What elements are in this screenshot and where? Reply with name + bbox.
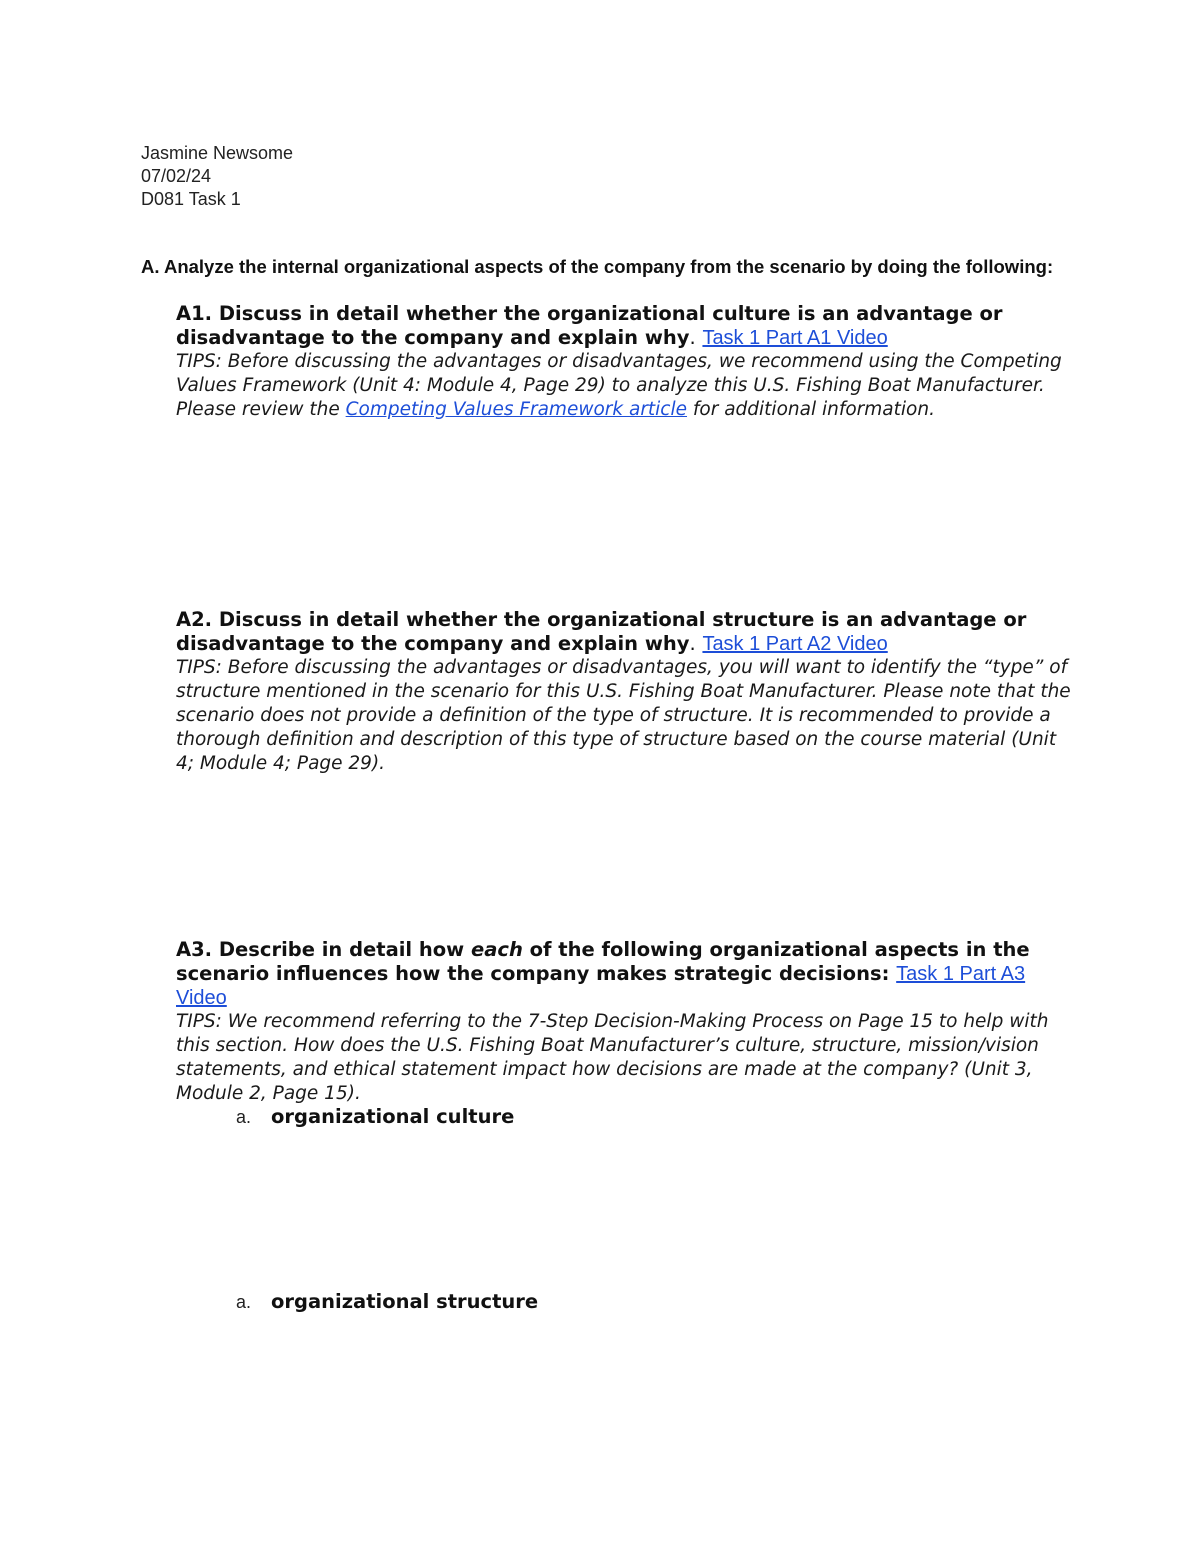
subitem-organizational-structure: organizational structure [271,1290,539,1313]
document-date: 07/02/24 [141,166,212,186]
author-name: Jasmine Newsome [141,143,294,163]
a2-question [176,608,1076,656]
a3-tips: TIPS: We recommend referring to the 7-Step Decision-Making Process on Page 15 to help with this section. How does the U.S. Fishing Boat Manufacturer’s culture, structure, mission/vision statements, and ethical statement impact how decisions are made at the company? (Unit 3, Module 2, Page 15). [176,1011,1049,1104]
a1-tips [176,350,1076,422]
list-marker: a. [236,1292,252,1312]
a1-period: . [689,326,696,349]
section-a-heading: A. Analyze the internal organizational aspects of the company from the scenario by doing the following: [141,256,1054,277]
a1-question-text: Discuss in detail whether the organizational culture is an advantage or disadvantage to the company and explain why [176,302,1003,349]
a1-question [176,302,1076,350]
competing-values-framework-link[interactable]: Competing Values Framework article [345,399,688,420]
a1-tips-text: TIPS: Before discussing the advantages or disadvantages, we recommend using the Competing Values Framework (Unit 4: Module 4, Page 29) to analyze this U.S. Fishing Boat Manufacturer. Please review the [176,351,1062,420]
a3-label: A3. [176,938,213,961]
a1-label: A1. [176,302,213,325]
a2-video-link[interactable]: Task 1 Part A2 Video [702,633,888,655]
list-item [236,1105,514,1128]
a1-video-link[interactable]: Task 1 Part A1 Video [702,327,888,349]
a3-question-text: Describe in detail how [218,938,465,961]
a1-tips-tail: for additional information. [687,399,935,420]
a2-period: . [689,632,696,655]
a3-question-text-rest: of the following organizational aspects in the scenario influences how the company makes strategic decisions: [176,938,1030,985]
a3-question-emphasis: each [471,938,523,961]
a2-question-text: Discuss in detail whether the organizational structure is an advantage or disadvantage to the company and explain why [176,608,1027,655]
list-marker: a. [236,1107,252,1127]
a2-label: A2. [176,608,213,631]
course-task: D081 Task 1 [141,189,241,209]
subitem-organizational-culture: organizational culture [271,1105,515,1128]
a2-tips: TIPS: Before discussing the advantages or disadvantages, you will want to identify the “type” of structure mentioned in the scenario for this U.S. Fishing Boat Manufacturer. Please note that the scenario does not provide a definition of the type of structure. It is recommended to provide a thorough definition and description of this type of structure based on the course material (Unit 4; Module 4; Page 29). [176,657,1071,774]
list-item [236,1290,538,1313]
a3-video-link[interactable]: Task 1 Part A3 Video [176,963,1026,1009]
a3-question [176,938,1076,1010]
